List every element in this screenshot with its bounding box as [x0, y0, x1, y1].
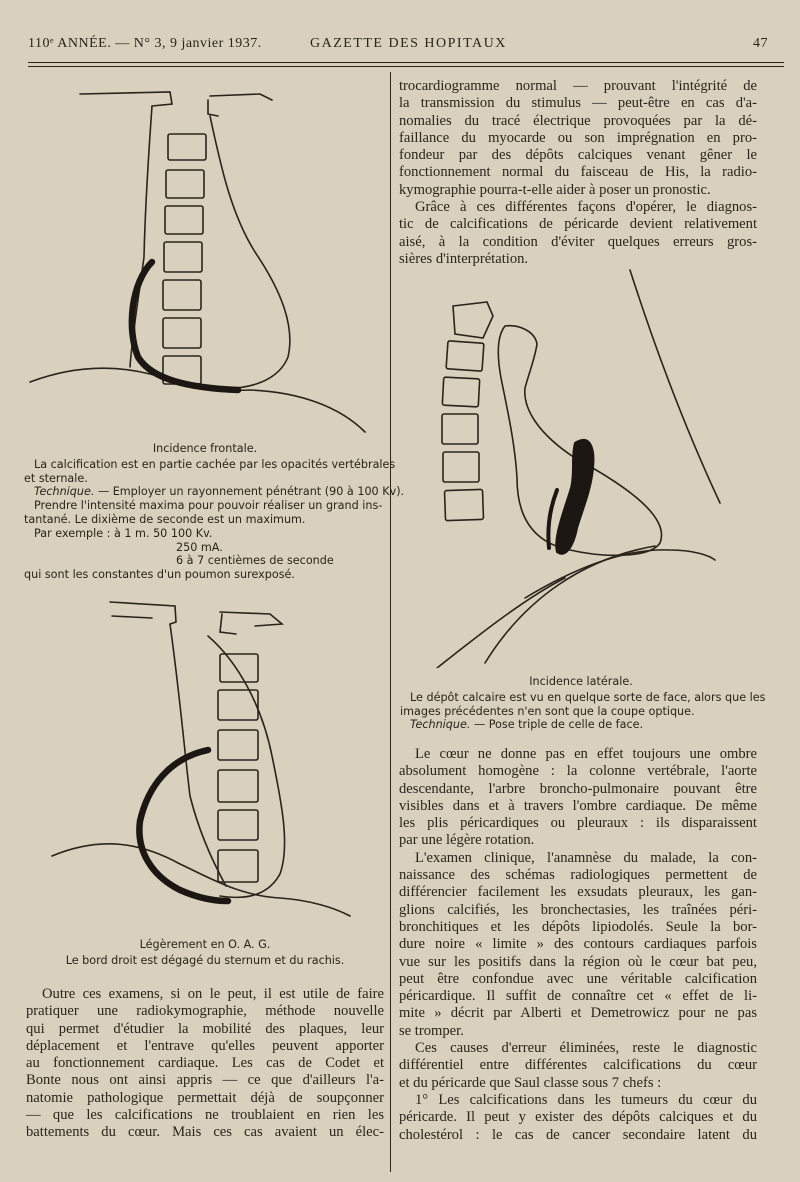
text-line: natomie pathologique permettait déjà de soupçonner — [26, 1089, 384, 1106]
left-body-text — [26, 986, 384, 1142]
running-header — [28, 36, 768, 58]
technique-label: Technique. — [34, 485, 95, 499]
text-line: dure noire « limite » des contours cardiaques parfois — [399, 936, 757, 953]
text-line: descendante, l'arbre broncho-pulmonaire pouvant être — [399, 780, 757, 797]
caption-line: Prendre l'intensité maxima pour pouvoir réaliser un grand ins- — [34, 499, 383, 513]
text-line: Ces causes d'erreur éliminées, reste le diagnostic — [415, 1040, 757, 1057]
text-line: 1° Les calcifications dans les tumeurs du cœur du — [415, 1091, 757, 1108]
paragraph — [399, 78, 757, 199]
text-line: glions calcifiés, les bronchectasies, les traînées péri- — [399, 901, 757, 918]
column-divider — [390, 72, 391, 1172]
text-line: cholestérol : le cas de cancer secondaire latent du — [399, 1126, 757, 1143]
caption-technique-line — [400, 718, 762, 732]
technique-text: — Employer un rayonnement pénétrant (90 à 100 Kv). — [94, 485, 405, 499]
paragraph — [26, 986, 384, 1142]
text-line: Le cœur ne donne pas en effet toujours une ombre — [415, 746, 757, 762]
text-line: sières d'interprétation. — [399, 250, 529, 267]
text-line: et du péricarde que Saul classe sous 7 chefs : — [399, 1074, 662, 1091]
text-line: vue sur les positifs dans la région où le cœur bat peu, — [399, 953, 757, 970]
text-line: qui permet d'étudier la mobilité des plaques, leur — [26, 1020, 384, 1037]
text-line: Outre ces examens, si on le peut, il est utile de faire — [42, 986, 384, 1002]
text-line: — que les calcifications ne troublaient en rien les — [26, 1107, 384, 1124]
text-line: par une légère rotation. — [399, 832, 535, 849]
text-line: au fonctionnement cardiaque. Les cas de Codet et — [26, 1055, 384, 1072]
caption-line: et sternale. — [24, 471, 88, 485]
paragraph — [399, 1092, 757, 1144]
text-line: différencier facilement les exsudats pleuraux, les gan- — [399, 884, 757, 901]
text-line: L'examen clinique, l'anamnèse du malade, la con- — [415, 849, 757, 866]
figure-frontal-caption — [24, 442, 405, 582]
caption-line: 250 mA. — [176, 540, 223, 554]
text-line: naissance des schémas radiologiques permettent de — [399, 867, 757, 884]
page-number: 47 — [753, 36, 768, 51]
text-line: Bonte nous ont ainsi appris — ce que d'ailleurs l'a- — [26, 1072, 384, 1089]
figure-oblique-caption — [24, 938, 386, 970]
text-line: peut être confondue avec une véritable calcification — [399, 970, 757, 987]
text-line: faillance du myocarde ou son imprégnation en pro- — [399, 129, 757, 146]
figure-oblique-drawing — [40, 596, 380, 936]
text-line: se tromper. — [399, 1022, 464, 1039]
technique-text: — Pose triple de celle de face. — [470, 718, 644, 732]
journal-title: GAZETTE DES HOPITAUX — [310, 36, 507, 51]
caption-line: images précédentes n'en sont que la coupe optique. — [400, 704, 695, 718]
issue-info: 110ᵉ ANNÉE. — N° 3, 9 janvier 1937. — [28, 36, 262, 51]
text-line: tic de calcifications de péricarde devient relativement — [399, 216, 757, 233]
text-line: différentiel entre différentes calcifications du cœur — [399, 1057, 757, 1074]
text-line: Grâce à ces différentes façons d'opérer, le diagnos- — [415, 199, 757, 216]
text-line: péricardique. Il suffit de connaître cet « effet de li- — [399, 988, 757, 1005]
figure-oblique-subtitle: Le bord droit est dégagé du sternum et du rachis. — [65, 953, 345, 967]
caption-line: qui sont les constantes d'un poumon surexposé. — [24, 568, 295, 582]
figure-oblique-title: Légèrement en O. A. G. — [139, 938, 271, 951]
text-line: aisé, à la condition d'éviter quelques erreurs gros- — [399, 233, 757, 250]
text-line: visibles dans et à travers l'ombre cardiaque. De même — [399, 797, 757, 814]
text-line: battements du cœur. Mais ces cas avaient un élec- — [26, 1124, 384, 1141]
caption-technique-line — [24, 485, 405, 499]
right-top-text — [399, 78, 757, 268]
figure-frontal-title: Incidence frontale. — [152, 442, 258, 455]
paragraph — [399, 746, 757, 850]
caption-line: La calcification est en partie cachée par les opacités vertébrales — [34, 457, 396, 471]
paragraph — [399, 1040, 757, 1092]
text-line: fonctionnement normal du faisceau de His, la radio- — [399, 164, 757, 181]
text-line: bronchitiques et les dépôts lipiodolés. Seule la bor- — [399, 918, 757, 935]
header-rule-thin — [28, 66, 784, 67]
text-line: nomalies du tracé électrique provoquées par la dé- — [399, 112, 757, 129]
paragraph — [399, 850, 757, 1040]
caption-line: 6 à 7 centièmes de seconde — [176, 554, 334, 568]
text-line: fondeur par des dépôts calciques venant gêner le — [399, 147, 757, 164]
figure-lateral-title: Incidence latérale. — [529, 675, 633, 688]
caption-line: tantané. Le dixième de seconde est un maximum. — [24, 512, 306, 526]
text-line: trocardiogramme normal — prouvant l'intégrité de — [399, 78, 757, 94]
text-line: les plis péricardiques ou pleuraux : ils disparaissent — [399, 815, 757, 832]
text-line: kymographie pourra-t-elle aider à poser un pronostic. — [399, 181, 711, 198]
text-line: mite » décrit par Alberti et Demetrowicz pour ne pas — [399, 1005, 757, 1022]
figure-lateral-drawing — [425, 268, 745, 668]
text-line: la transmission du stimulus — peut-être en cas d'a- — [399, 95, 757, 112]
paragraph — [399, 199, 757, 268]
header-rule — [28, 62, 784, 63]
text-line: péricarde. Il peut y exister des dépôts calciques et du — [399, 1109, 757, 1126]
figure-frontal-drawing — [20, 82, 380, 442]
text-line: absolument homogène : la colonne vertébrale, l'aorte — [399, 763, 757, 780]
text-line: pratiquer une radiokymographie, méthode nouvelle — [26, 1003, 384, 1020]
figure-lateral-caption — [400, 675, 766, 732]
right-bottom-text — [399, 746, 757, 1144]
caption-line: Le dépôt calcaire est vu en quelque sorte de face, alors que les — [410, 690, 766, 704]
text-line: déplacement et l'entrave qu'elles peuvent apporter — [26, 1037, 384, 1054]
technique-label: Technique. — [410, 718, 471, 732]
caption-line: Par exemple : à 1 m. 50 100 Kv. — [34, 526, 213, 540]
